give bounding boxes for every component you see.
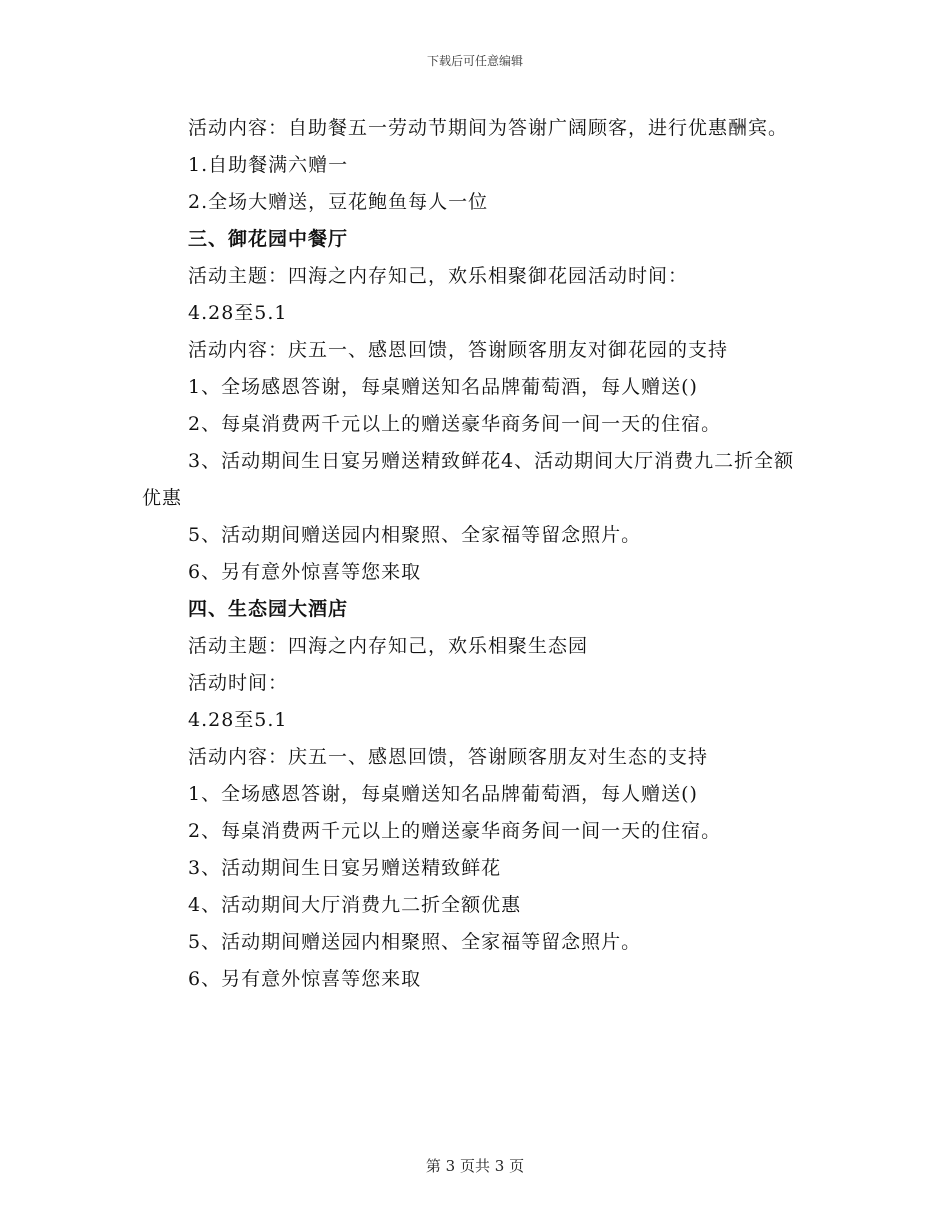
list-item: 6、另有意外惊喜等您来取 bbox=[188, 968, 422, 990]
list-item: 5、活动期间赠送园内相聚照、全家福等留念照片。 bbox=[188, 931, 642, 953]
list-item: 5、活动期间赠送园内相聚照、全家福等留念照片。 bbox=[188, 524, 642, 546]
list-item: 3、活动期间生日宴另赠送精致鲜花4、活动期间大厅消费九二折全额优惠 bbox=[142, 450, 795, 509]
paragraph-buffet-content: 活动内容：自助餐五一劳动节期间为答谢广阔顾客，进行优惠酬宾。 bbox=[188, 117, 789, 139]
list-item: 6、另有意外惊喜等您来取 bbox=[188, 561, 422, 583]
list-item: 4、活动期间大厅消费九二折全额优惠 bbox=[188, 894, 522, 916]
list-item: 1.自助餐满六赠一 bbox=[188, 154, 349, 176]
paragraph-theme: 活动主题：四海之内存知己，欢乐相聚御花园活动时间： bbox=[188, 265, 689, 287]
paragraph-time-label: 活动时间： bbox=[188, 672, 289, 694]
page-footer: 第 3 页共 3 页 bbox=[425, 1157, 525, 1175]
paragraph-theme: 活动主题：四海之内存知己，欢乐相聚生态园 bbox=[188, 635, 589, 657]
paragraph-content: 活动内容：庆五一、感恩回馈，答谢顾客朋友对御花园的支持 bbox=[188, 339, 729, 361]
list-item: 1、全场感恩答谢，每桌赠送知名品牌葡萄酒，每人赠送() bbox=[188, 783, 698, 805]
list-item: 2.全场大赠送，豆花鲍鱼每人一位 bbox=[188, 191, 489, 213]
paragraph-date: 4.28至5.1 bbox=[188, 709, 288, 731]
document-body bbox=[142, 110, 810, 998]
page-header: 下载后可任意编辑 bbox=[426, 54, 523, 68]
paragraph-content: 活动内容：庆五一、感恩回馈，答谢顾客朋友对生态的支持 bbox=[188, 746, 709, 768]
paragraph-date: 4.28至5.1 bbox=[188, 302, 288, 324]
section-heading-4: 四、生态园大酒店 bbox=[188, 598, 349, 620]
list-item: 1、全场感恩答谢，每桌赠送知名品牌葡萄酒，每人赠送() bbox=[188, 376, 698, 398]
list-item: 3、活动期间生日宴另赠送精致鲜花 bbox=[188, 857, 502, 879]
list-item: 2、每桌消费两千元以上的赠送豪华商务间一间一天的住宿。 bbox=[188, 413, 722, 435]
section-heading-3: 三、御花园中餐厅 bbox=[188, 228, 349, 250]
list-item: 2、每桌消费两千元以上的赠送豪华商务间一间一天的住宿。 bbox=[188, 820, 722, 842]
